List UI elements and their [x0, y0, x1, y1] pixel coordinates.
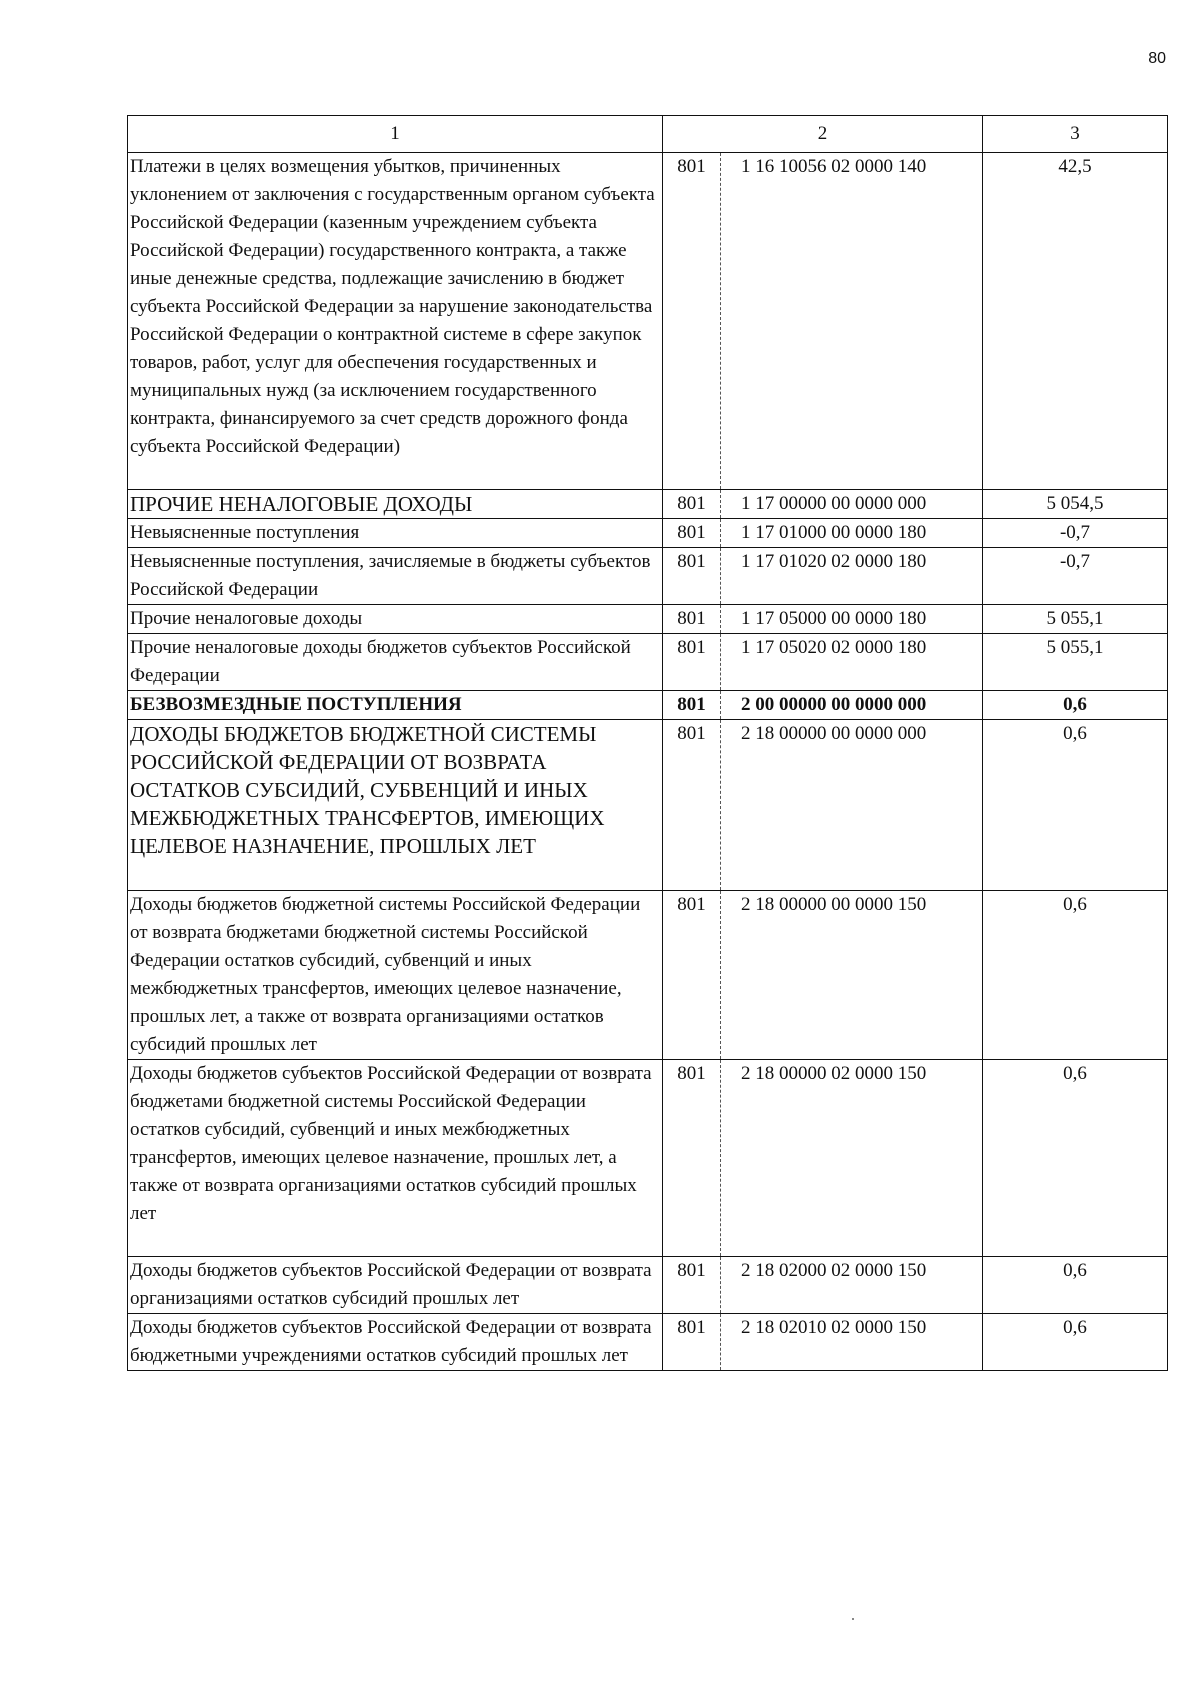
row-amount: 0,6: [983, 691, 1168, 720]
row-admin-code: 801: [663, 634, 721, 691]
row-amount: 5 055,1: [983, 634, 1168, 691]
row-admin-code: 801: [663, 891, 721, 1060]
row-budget-code: 2 18 00000 00 0000 150: [721, 891, 983, 1060]
row-admin-code: 801: [663, 1314, 721, 1371]
table-row: [128, 490, 1168, 519]
table-row: [128, 153, 1168, 490]
row-name: Платежи в целях возмещения убытков, причиненных уклонением от заключения с государственным органом субъекта Российской Федерации (казенным учреждением субъекта Российской Федерации) государственного контракта, а также иные денежные средства, подлежащие зачислению в бюджет субъекта Российской Федерации за нарушение законодательства Российской Федерации о контрактной системе в сфере закупок товаров, работ, услуг для обеспечения государственных и муниципальных нужд (за исключением государственного контракта, финансируемого за счет средств дорожного фонда субъекта Российской Федерации): [128, 153, 663, 490]
row-name: Невыясненные поступления: [128, 519, 663, 548]
row-budget-code: 2 00 00000 00 0000 000: [721, 691, 983, 720]
header-col-3: 3: [983, 116, 1168, 153]
table-row: [128, 1060, 1168, 1257]
row-name: Прочие неналоговые доходы бюджетов субъектов Российской Федерации: [128, 634, 663, 691]
row-admin-code: 801: [663, 691, 721, 720]
row-name: Невыясненные поступления, зачисляемые в бюджеты субъектов Российской Федерации: [128, 548, 663, 605]
row-admin-code: 801: [663, 548, 721, 605]
row-admin-code: 801: [663, 153, 721, 490]
row-budget-code: 1 17 01020 02 0000 180: [721, 548, 983, 605]
row-amount: 0,6: [983, 891, 1168, 1060]
row-budget-code: 2 18 02000 02 0000 150: [721, 1257, 983, 1314]
header-col-1: 1: [128, 116, 663, 153]
table-row: [128, 1314, 1168, 1371]
row-budget-code: 1 17 01000 00 0000 180: [721, 519, 983, 548]
row-admin-code: 801: [663, 490, 721, 519]
row-budget-code: 2 18 00000 02 0000 150: [721, 1060, 983, 1257]
table-row: [128, 519, 1168, 548]
row-name: Прочие неналоговые доходы: [128, 605, 663, 634]
row-admin-code: 801: [663, 1257, 721, 1314]
budget-table: [127, 115, 1168, 1371]
row-admin-code: 801: [663, 605, 721, 634]
table-row: [128, 720, 1168, 891]
row-name: БЕЗВОЗМЕЗДНЫЕ ПОСТУПЛЕНИЯ: [128, 691, 663, 720]
row-amount: -0,7: [983, 548, 1168, 605]
row-amount: 5 054,5: [983, 490, 1168, 519]
table-row: [128, 1257, 1168, 1314]
header-col-2: 2: [663, 116, 983, 153]
row-budget-code: 1 16 10056 02 0000 140: [721, 153, 983, 490]
table-row: [128, 891, 1168, 1060]
row-budget-code: 1 17 05000 00 0000 180: [721, 605, 983, 634]
table-row: [128, 634, 1168, 691]
page-number: 80: [1148, 50, 1166, 67]
row-amount: 0,6: [983, 1314, 1168, 1371]
row-amount: 0,6: [983, 1060, 1168, 1257]
row-admin-code: 801: [663, 1060, 721, 1257]
row-name: Доходы бюджетов субъектов Российской Федерации от возврата организациями остатков субсидий прошлых лет: [128, 1257, 663, 1314]
row-admin-code: 801: [663, 519, 721, 548]
row-budget-code: 1 17 05020 02 0000 180: [721, 634, 983, 691]
row-name: ПРОЧИЕ НЕНАЛОГОВЫЕ ДОХОДЫ: [128, 490, 663, 519]
row-name: Доходы бюджетов субъектов Российской Федерации от возврата бюджетами бюджетной системы Российской Федерации остатков субсидий, субвенций и иных межбюджетных трансфертов, имеющих целевое назначение, прошлых лет, а также от возврата организациями остатков субсидий прошлых лет: [128, 1060, 663, 1257]
table-header-row: [128, 116, 1168, 153]
row-amount: 0,6: [983, 720, 1168, 891]
row-amount: 0,6: [983, 1257, 1168, 1314]
scan-speck: [852, 1618, 854, 1620]
row-name: Доходы бюджетов бюджетной системы Российской Федерации от возврата бюджетами бюджетной системы Российской Федерации остатков субсидий, субвенций и иных межбюджетных трансфертов, имеющих целевое назначение, прошлых лет, а также от возврата организациями остатков субсидий прошлых лет: [128, 891, 663, 1060]
row-amount: 5 055,1: [983, 605, 1168, 634]
row-admin-code: 801: [663, 720, 721, 891]
row-amount: 42,5: [983, 153, 1168, 490]
row-budget-code: 1 17 00000 00 0000 000: [721, 490, 983, 519]
table-row: [128, 605, 1168, 634]
row-name: ДОХОДЫ БЮДЖЕТОВ БЮДЖЕТНОЙ СИСТЕМЫ РОССИЙСКОЙ ФЕДЕРАЦИИ ОТ ВОЗВРАТА ОСТАТКОВ СУБСИДИЙ, СУБВЕНЦИЙ И ИНЫХ МЕЖБЮДЖЕТНЫХ ТРАНСФЕРТОВ, ИМЕЮЩИХ ЦЕЛЕВОЕ НАЗНАЧЕНИЕ, ПРОШЛЫХ ЛЕТ: [128, 720, 663, 891]
row-budget-code: 2 18 02010 02 0000 150: [721, 1314, 983, 1371]
row-amount: -0,7: [983, 519, 1168, 548]
row-budget-code: 2 18 00000 00 0000 000: [721, 720, 983, 891]
row-name: Доходы бюджетов субъектов Российской Федерации от возврата бюджетными учреждениями остатков субсидий прошлых лет: [128, 1314, 663, 1371]
table-row: [128, 691, 1168, 720]
table-row: [128, 548, 1168, 605]
